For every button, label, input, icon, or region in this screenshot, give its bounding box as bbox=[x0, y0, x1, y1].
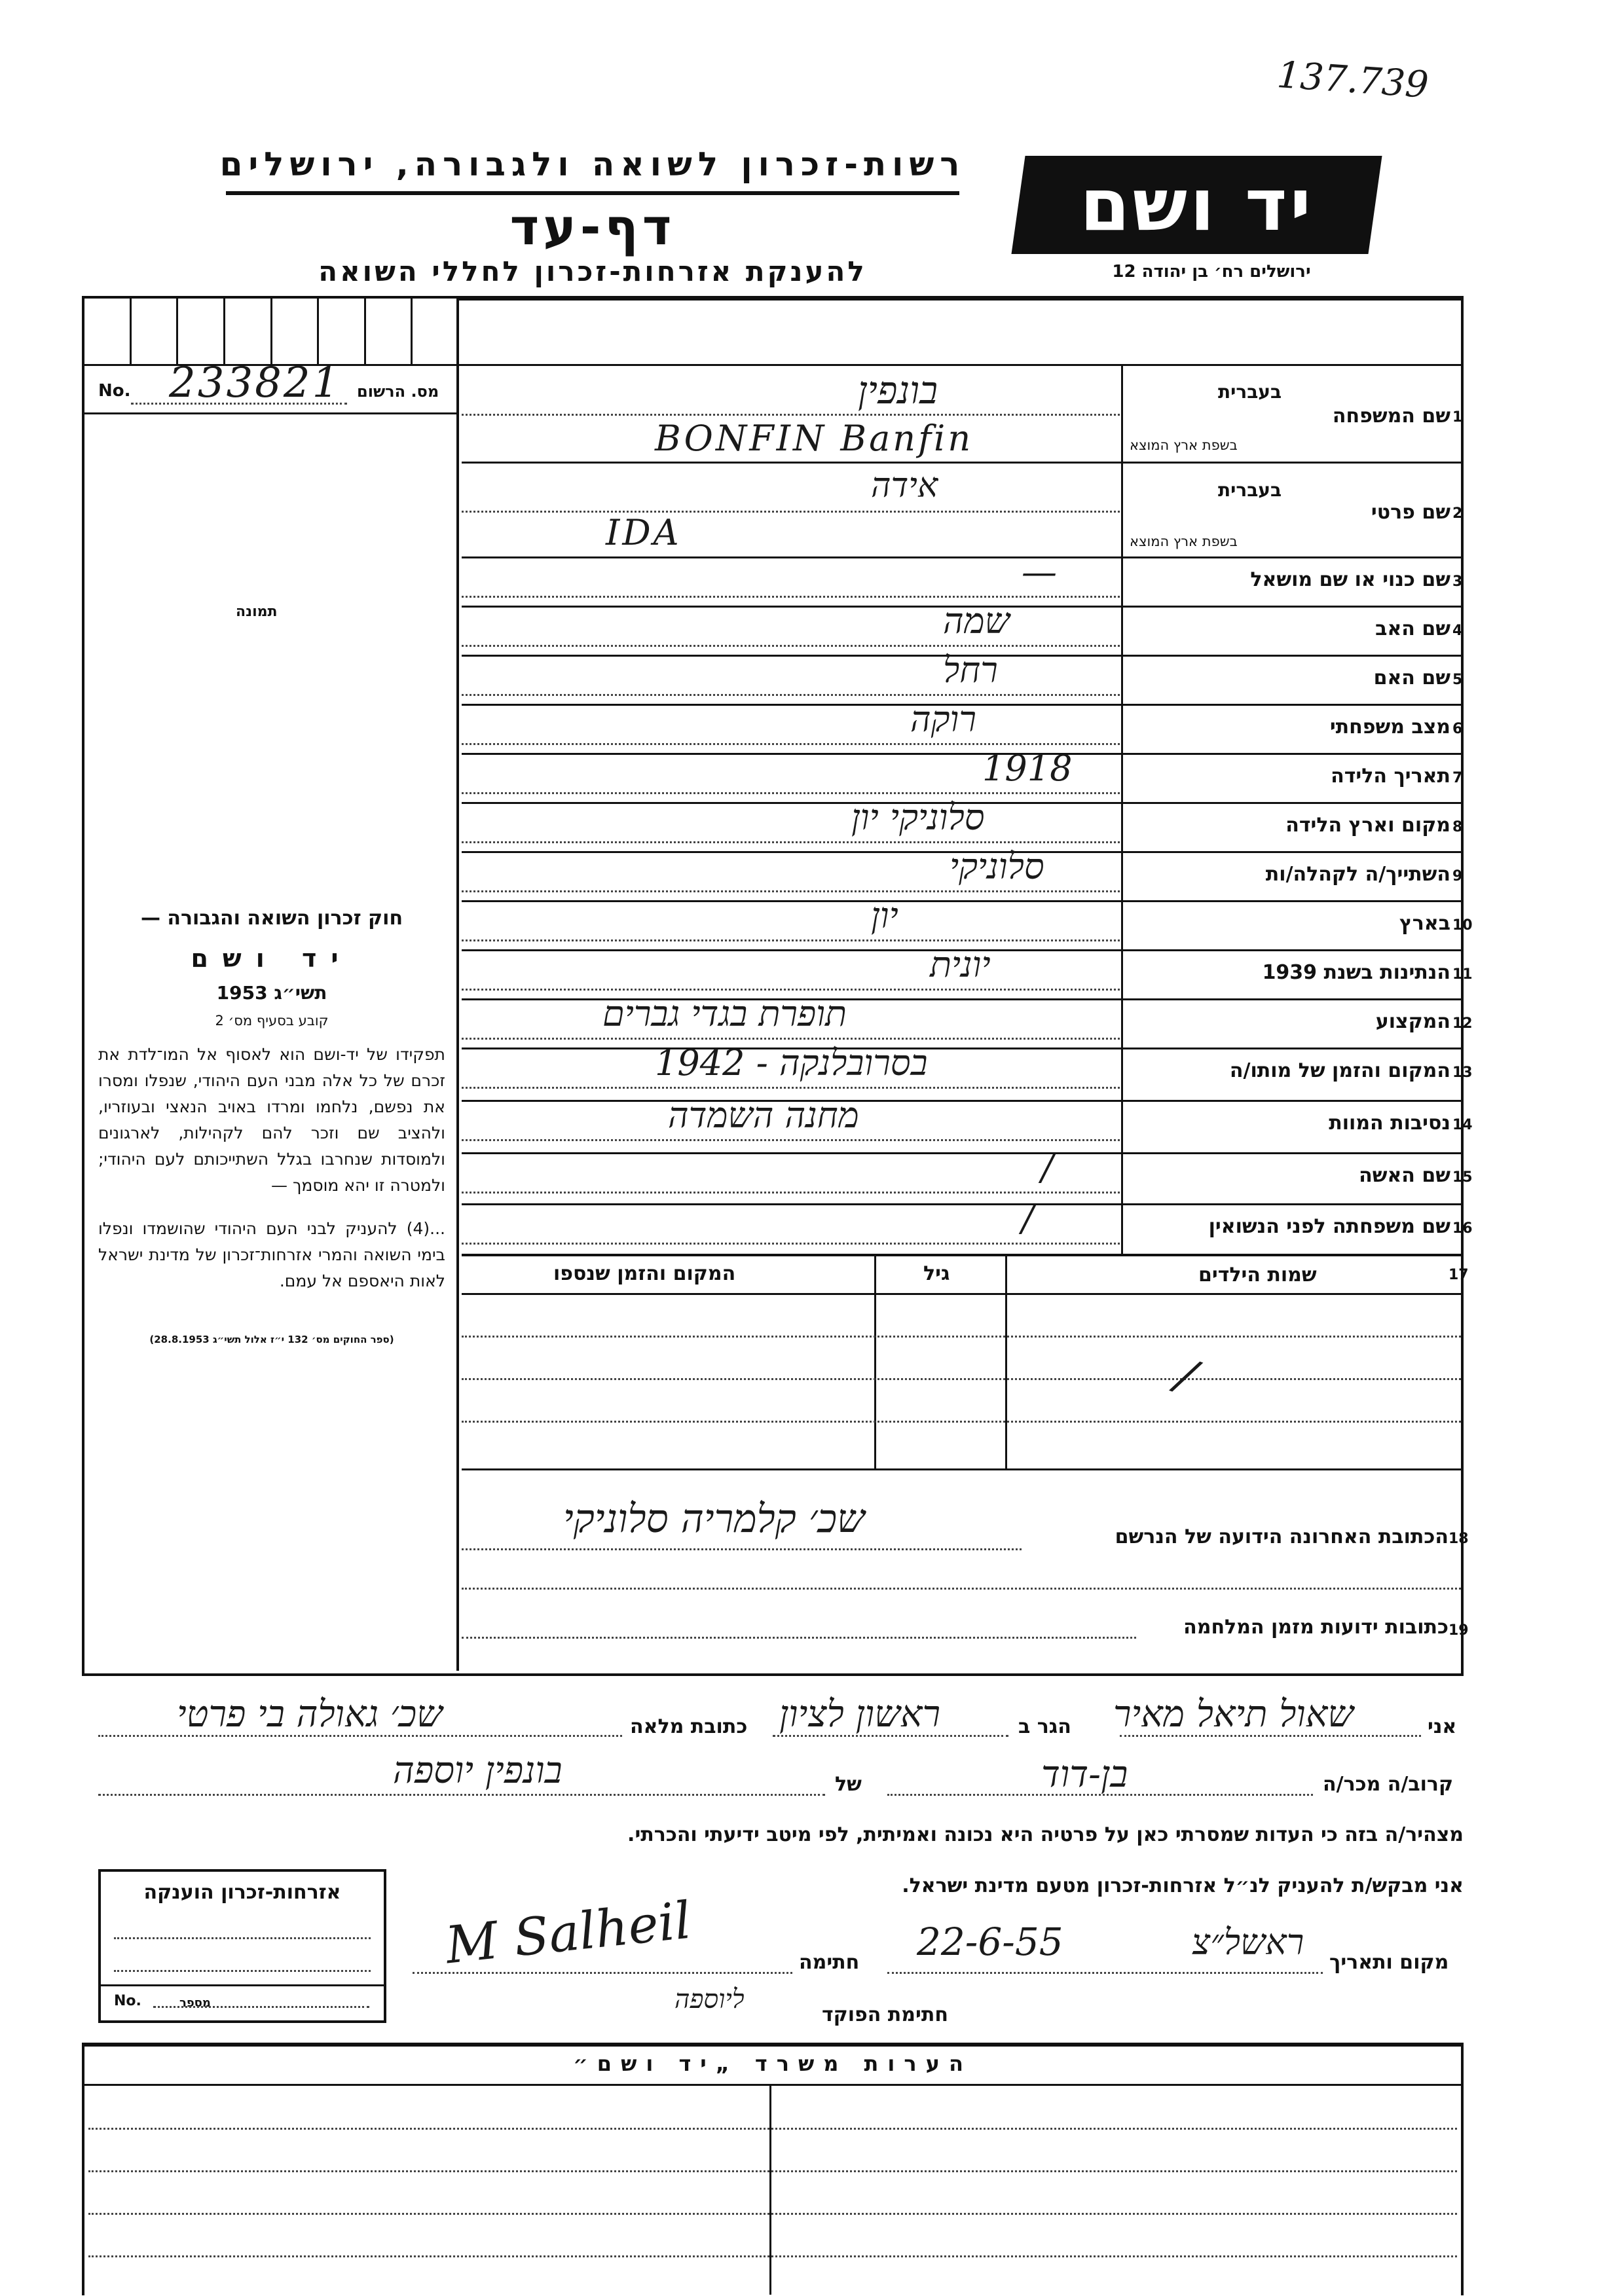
declaration-ani: אני bbox=[1428, 1715, 1457, 1738]
field-2-label: שם פרטי bbox=[1371, 501, 1450, 524]
field-14-label: נסיבות המוות bbox=[1329, 1112, 1450, 1135]
field-11-value[interactable]: יונית bbox=[930, 944, 991, 985]
war-addresses-number: 19 bbox=[1449, 1622, 1469, 1639]
page-title: דף-עד bbox=[509, 198, 676, 256]
field-4-number: 4 bbox=[1452, 623, 1463, 639]
declarant-signature[interactable]: M Salheil bbox=[443, 1891, 694, 1976]
field-15-value[interactable]: / bbox=[1041, 1147, 1054, 1188]
signature-label: חתימה bbox=[799, 1951, 860, 1974]
field-7-label: תאריך הלידה bbox=[1331, 765, 1450, 788]
declarant-address[interactable]: שכ׳ גאולה בי פרטי bbox=[177, 1693, 443, 1736]
remarks-title: הערות משרד „יד ושם״ bbox=[573, 2051, 972, 2076]
field-6-number: 6 bbox=[1452, 721, 1463, 737]
registration-no-label: No. bbox=[98, 381, 131, 401]
header-underline bbox=[226, 191, 959, 195]
field-4-value[interactable]: שמה bbox=[943, 600, 1010, 642]
declaration-relative-label: קרוב/ה מכר/ה bbox=[1323, 1773, 1454, 1796]
field-3-number: 3 bbox=[1452, 574, 1463, 590]
war-addresses-label: כתובות ידועות מזמן המלחמה bbox=[1183, 1616, 1449, 1639]
place-value[interactable]: ראשל״צ bbox=[1192, 1922, 1304, 1963]
stamp-box-title: אזרחות-זכרון הוענקה bbox=[143, 1881, 341, 1904]
field-14-number: 14 bbox=[1452, 1117, 1473, 1133]
field-1-hebrew-value[interactable]: בונפין bbox=[858, 368, 938, 412]
field-2-origin-value[interactable]: IDA bbox=[606, 512, 682, 553]
field-2-origin-sublabel: בשפת ארץ המוצא bbox=[1130, 534, 1238, 549]
declaration-statement: מצהיר/ה בזה כי העדות שמסרתי כאן על פרטיה היא נכונה ואמיתית, לפי מיטב ידיעתי והכרתי. bbox=[627, 1823, 1464, 1846]
logo-address: ירושלים רח׳ בן יהודה 12 bbox=[1112, 262, 1311, 282]
field-3-value[interactable]: — bbox=[1022, 551, 1057, 592]
law-yadvashem: יד ושם bbox=[191, 944, 353, 973]
declaration-address-label: כתובת מלאה bbox=[630, 1715, 748, 1738]
field-7-value[interactable]: 1918 bbox=[982, 748, 1073, 789]
date-value[interactable]: 22-6-55 bbox=[917, 1920, 1063, 1964]
law-excerpt bbox=[98, 907, 445, 1345]
field-3-label: שם כנוי או שם מושאל bbox=[1250, 568, 1450, 591]
field-4-label: שם האב bbox=[1375, 617, 1450, 640]
field-1-number: 1 bbox=[1452, 409, 1463, 426]
field-15-number: 15 bbox=[1452, 1169, 1473, 1186]
last-address-label: הכתובת האחרונה הידועה של הנרשם bbox=[1115, 1525, 1449, 1548]
field-1-label: שם המשפחה bbox=[1332, 405, 1450, 428]
law-paragraph-2: ...(4) להעניק לבני העם היהודי שהושמדו ונפלו בימי השואה והמרי אזרחות־זכרון של מדינת ישראל לאות היאספם אל עמם. bbox=[98, 1219, 445, 1290]
law-title: חוק זכרון השואה והגבורה — bbox=[140, 907, 403, 930]
field-6-value[interactable]: רוקה bbox=[910, 699, 976, 740]
field-16-label: שם משפחתה לפני הנשואין bbox=[1208, 1215, 1450, 1238]
field-10-value[interactable]: יון bbox=[871, 895, 898, 936]
field-13-number: 13 bbox=[1452, 1065, 1473, 1081]
field-11-number: 11 bbox=[1452, 966, 1473, 983]
field-10-number: 10 bbox=[1452, 917, 1473, 934]
field-10-label: בארץ bbox=[1399, 912, 1450, 935]
logo-text: יד ושם bbox=[1079, 163, 1314, 247]
children-header-names: שמות הילדים bbox=[1198, 1264, 1317, 1286]
declaration-resides-label: הגר ב bbox=[1018, 1715, 1071, 1738]
officer-signature-label: חתימת הפוקד bbox=[822, 2003, 948, 2026]
stamp-box-number-label: מספר bbox=[179, 1996, 211, 2010]
citizenship-stamp-box bbox=[98, 1869, 386, 2023]
field-11-label: הנתינות בשנת 1939 bbox=[1262, 961, 1450, 984]
victim-relative-name[interactable]: בונפין יוספה bbox=[393, 1749, 563, 1792]
field-2-number: 2 bbox=[1452, 505, 1463, 522]
field-14-value[interactable]: מחנה השמדה bbox=[668, 1095, 859, 1136]
registration-label: מס. הרשום bbox=[357, 382, 439, 401]
field-7-number: 7 bbox=[1452, 770, 1463, 786]
declarant-relation[interactable]: בן-דוד bbox=[1041, 1753, 1128, 1796]
field-13-value[interactable]: בסרובלנקה - 1942 bbox=[655, 1042, 928, 1084]
header-authority: רשות-זכרון לשואה ולגבורה, ירושלים bbox=[219, 145, 966, 183]
children-empty-mark[interactable]: / bbox=[1170, 1347, 1203, 1404]
field-6-label: מצב משפחתי bbox=[1329, 716, 1450, 738]
field-12-label: המקצוע bbox=[1375, 1010, 1450, 1033]
last-address-number: 18 bbox=[1449, 1531, 1469, 1547]
field-13-label: המקום והזמן של מותו/ה bbox=[1229, 1059, 1450, 1082]
children-number: 17 bbox=[1449, 1267, 1469, 1283]
stamp-box-no-label: No. bbox=[114, 1993, 141, 2009]
top-strip bbox=[84, 299, 458, 366]
officer-signature[interactable]: ליוספה bbox=[674, 1984, 745, 2014]
yad-vashem-logo bbox=[1011, 156, 1382, 254]
registration-number: 233821 bbox=[169, 359, 341, 407]
field-16-value[interactable]: / bbox=[1022, 1198, 1034, 1239]
field-1-origin-sublabel: בשפת ארץ המוצא bbox=[1130, 437, 1238, 453]
field-9-label: השתייך/ה לקהלה/ות bbox=[1265, 863, 1450, 886]
field-2-hebrew-sublabel: בעברית bbox=[1218, 479, 1282, 501]
declaration-of-label: של bbox=[835, 1773, 862, 1796]
field-12-number: 12 bbox=[1452, 1015, 1473, 1032]
field-16-number: 16 bbox=[1452, 1220, 1473, 1237]
field-8-label: מקום וארץ הלידה bbox=[1285, 814, 1450, 837]
field-15-label: שם האשה bbox=[1359, 1164, 1450, 1187]
law-reference: (ספר החוקים מס׳ 132 י״ז אלול תשי״ג 28.8.1953) bbox=[149, 1334, 394, 1345]
photo-label: תמונה bbox=[236, 604, 278, 620]
field-5-value[interactable]: רחל bbox=[943, 649, 998, 691]
place-date-label: מקום ותאריך bbox=[1329, 1951, 1449, 1974]
children-header-age: גיל bbox=[923, 1262, 950, 1285]
archive-number: 137.739 bbox=[1276, 54, 1430, 107]
last-address-value[interactable]: שכ׳ קלמריה סלוניקי bbox=[563, 1496, 865, 1542]
children-header-place-time: המקום והזמן שנספו bbox=[553, 1262, 736, 1285]
field-5-number: 5 bbox=[1452, 672, 1463, 688]
field-1-hebrew-sublabel: בעברית bbox=[1218, 381, 1282, 403]
field-1-origin-value[interactable]: BONFIN Banfin bbox=[655, 418, 974, 459]
law-year: תשי״ג 1953 bbox=[216, 982, 327, 1004]
field-9-number: 9 bbox=[1452, 868, 1463, 884]
field-12-value[interactable]: תופרת בגדי גברים bbox=[602, 993, 847, 1034]
field-9-value[interactable]: סלוניקי bbox=[950, 846, 1044, 887]
declarant-city[interactable]: ראשון לציון bbox=[779, 1693, 940, 1736]
field-8-value[interactable]: סלוניקי יון bbox=[851, 797, 985, 838]
law-paragraph-1: תפקידו של יד-ושם הוא לאסוף אל המו־לדת את זכרם של כל אלה מבני העם היהודי, שנפלו ומסרו את נפשם, נלחמו ומרדו באויב הנאצי ובעוזריו, ולהציב שם וזכר להם לקהילות, לארגונים ולמוסדות שנחרבו בגלל השתייכותם לעם היהודי; ולמטרה זו יהא מוסמך — bbox=[98, 1045, 445, 1195]
declaration-request: אני מבקש/ת להעניק לנ״ל אזרחות-זכרון מטעם מדינת ישראל. bbox=[902, 1874, 1464, 1897]
law-clause: קובע בסעיף מס׳ 2 bbox=[215, 1013, 329, 1029]
field-8-number: 8 bbox=[1452, 819, 1463, 835]
field-5-label: שם האם bbox=[1373, 666, 1450, 689]
field-2-hebrew-value[interactable]: אידה bbox=[871, 466, 938, 505]
declarant-name[interactable]: שאול תיאל מאיר bbox=[1113, 1693, 1354, 1736]
header-subtitle: להענקת אזרחות-זכרון לחללי השואה bbox=[318, 255, 867, 287]
